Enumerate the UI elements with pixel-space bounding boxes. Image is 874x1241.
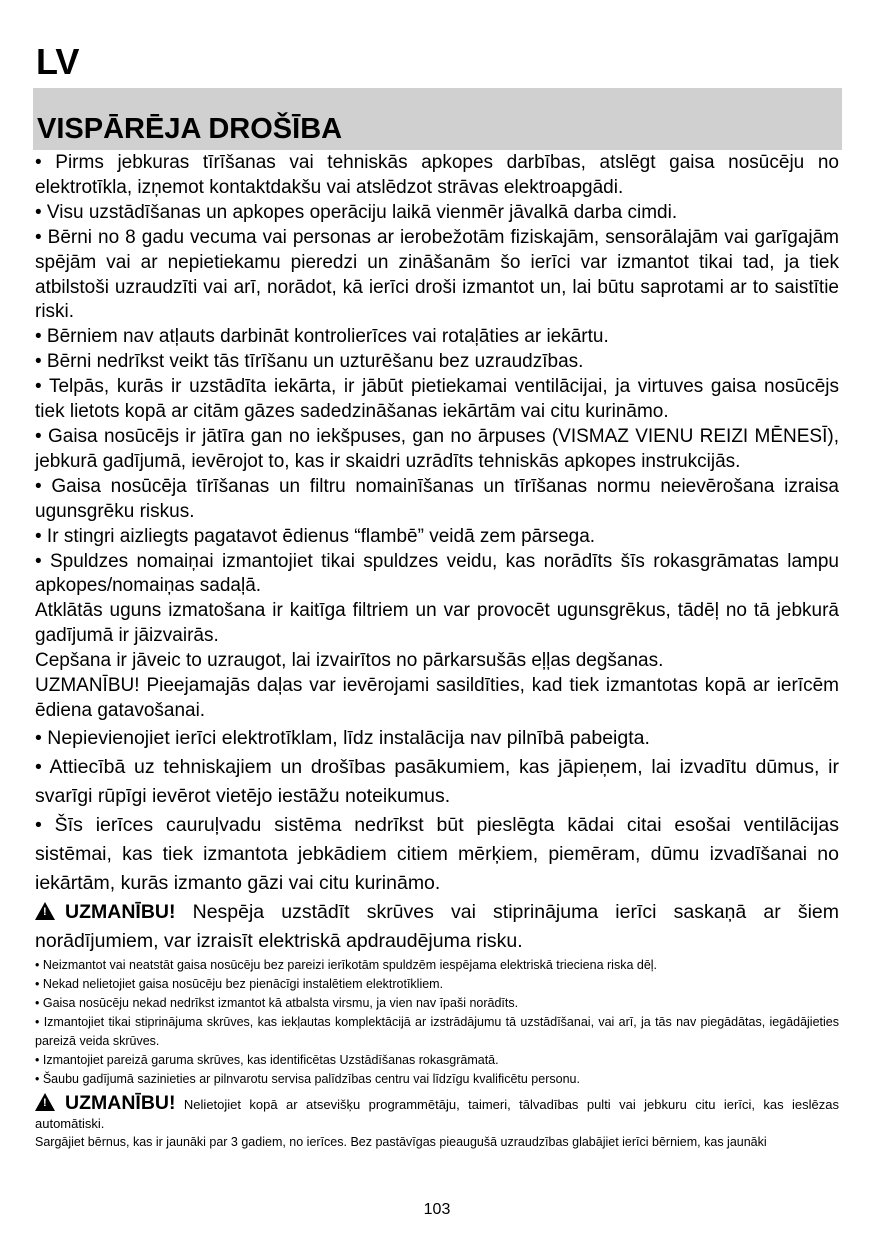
section-title: VISPĀRĒJA DROŠĪBA: [37, 113, 343, 145]
paragraph: Cepšana ir jāveic to uzraugot, lai izvairītos no pārkarsušās eļļas degšanas.: [35, 650, 664, 672]
page-number: 103: [423, 1201, 451, 1218]
paragraph: • Bērni nedrīkst veikt tās tīrīšanu un uzturēšanu bez uzraudzības.: [35, 351, 584, 373]
small-item: • Šaubu gadījumā sazinieties ar pilnvarotu servisa palīdzības centru vai līdzīgu kvalificētu personu.: [35, 1071, 580, 1086]
paragraph: • Spuldzes nomaiņai izmantojiet tikai spuldzes veidu, kas norādīts šīs rokasgrāmatas lampu apkopes/nomaiņas sadaļā.: [35, 550, 839, 597]
paragraph: • Visu uzstādīšanas un apkopes operāciju laikā vienmēr jāvalkā darba cimdi.: [35, 201, 678, 223]
small-item: • Neizmantot vai neatstāt gaisa nosūcēju bez pareizi ierīkotām spuldzēm iespējama elektriskā trieciena riska dēļ.: [35, 957, 658, 972]
paragraph: • Pirms jebkuras tīrīšanas vai tehniskās apkopes darbības, atslēgt gaisa nosūcēju no elektrotīkla, izņemot kontaktdakšu vai atslēdzot strāvas elektroapgādi.: [35, 152, 839, 198]
warning-block: [35, 898, 839, 956]
paragraph: Atklātās uguns izmatošana ir kaitīga filtriem un var provocēt ugunsgrēkus, tādēļ no tā jebkurā gadījumā ir jāizvairās.: [35, 600, 839, 647]
paragraph: • Gaisa nosūcēja tīrīšanas un filtru nomainīšanas un tīrīšanas normu neievērošana izraisa ugunsgrēku riskus.: [35, 475, 839, 522]
paragraph: UZMANĪBU! Pieejamajās daļas var ievērojami sasildīties, kad tiek izmantotas kopā ar ierīcēm ēdiena gatavošanai.: [35, 675, 839, 721]
paragraph: • Gaisa nosūcējs ir jātīra gan no iekšpuses, gan no ārpuses (VISMAZ VIENU REIZI MĒNESĪ), jebkurā gadījumā, ievērojot to, kas ir skaidri uzrādīts tehniskās apkopes instrukcijās.: [35, 425, 839, 472]
warning-text: Nespēja uzstādīt skrūves vai stiprinājuma ierīci saskaņā ar šiem norādījumiem, var izraisīt elektriskā apdraudējuma risku.: [35, 900, 839, 952]
section-banner: [33, 88, 842, 150]
paragraph-large: • Nepievienojiet ierīci elektrotīklam, līdz instalācija nav pilnībā pabeigta.: [35, 726, 650, 749]
small-item: • Izmantojiet tikai stiprinājuma skrūves, kas iekļautas komplektācijā ar izstrādājumu tā uzstādīšanai, vai arī, ja tās nav piegādātas, iegādājieties pareizā veida skrūves.: [35, 1014, 839, 1048]
paragraph: • Bērni no 8 gadu vecuma vai personas ar ierobežotām fiziskajām, sensorālajām vai garīgajām spējām vai ar nepietiekamu pieredzi un zināšanām šo ierīci var izmantot tikai tad, ja tiek atbilstoši uzraudzīti vai arī, norādot, kā ierīci droši izmantot un, lai būtu saprotami ar to saistītie riski.: [35, 226, 839, 323]
language-code: LV: [36, 41, 80, 82]
warning-label: UZMANĪBU!: [65, 1091, 176, 1114]
page-content: [35, 151, 839, 1152]
warning-icon: [35, 1093, 55, 1111]
small-item: • Nekad nelietojiet gaisa nosūcēju bez pienācīgi instalētiem elektrotīkliem.: [35, 976, 444, 991]
warning-label: UZMANĪBU!: [65, 900, 176, 923]
paragraph-large: • Attiecībā uz tehniskajiem un drošības pasākumiem, kas jāpieņem, lai izvadītu dūmus, ir svarīgi rūpīgi ievērot vietējo iestāžu noteikumus.: [35, 755, 839, 807]
small-item: • Izmantojiet pareizā garuma skrūves, kas identificētas Uzstādīšanas rokasgrāmatā.: [35, 1052, 499, 1067]
warning-text: Nelietojiet kopā ar atsevišķu programmētāju, taimeri, tālvadības pulti vai jebkuru citu ierīci, kas ieslēzas automātiski.: [35, 1096, 839, 1131]
warning-block-2: [35, 1093, 839, 1133]
warning-icon: [35, 902, 55, 920]
paragraph: • Bērniem nav atļauts darbināt kontrolierīces vai rotaļāties ar iekārtu.: [35, 326, 609, 348]
paragraph: • Ir stingri aizliegts pagatavot ēdienus “flambē” veidā zem pārsega.: [35, 525, 596, 547]
last-line: Sargājiet bērnus, kas ir jaunāki par 3 gadiem, no ierīces. Bez pastāvīgas pieaugušā uzraudzības glabājiet ierīci bērniem, kas jaunāki: [35, 1134, 767, 1149]
small-item: • Gaisa nosūcēju nekad nedrīkst izmantot kā atbalsta virsmu, ja vien nav īpaši norādīts.: [35, 995, 519, 1010]
paragraph-large: • Šīs ierīces cauruļvadu sistēma nedrīkst būt pieslēgta kādai citai esošai ventilācijas sistēmai, kas tiek izmantota jebkādiem citiem mērķiem, piemēram, dūmu izvadīšanai no iekārtām, kurās izmanto gāzi vai citu kurināmo.: [35, 813, 839, 894]
paragraph: • Telpās, kurās ir uzstādīta iekārta, ir jābūt pietiekamai ventilācijai, ja virtuves gaisa nosūcējs tiek lietots kopā ar citām gāzes sadedzināšanas iekārtām vai citu kurināmo.: [35, 376, 839, 423]
